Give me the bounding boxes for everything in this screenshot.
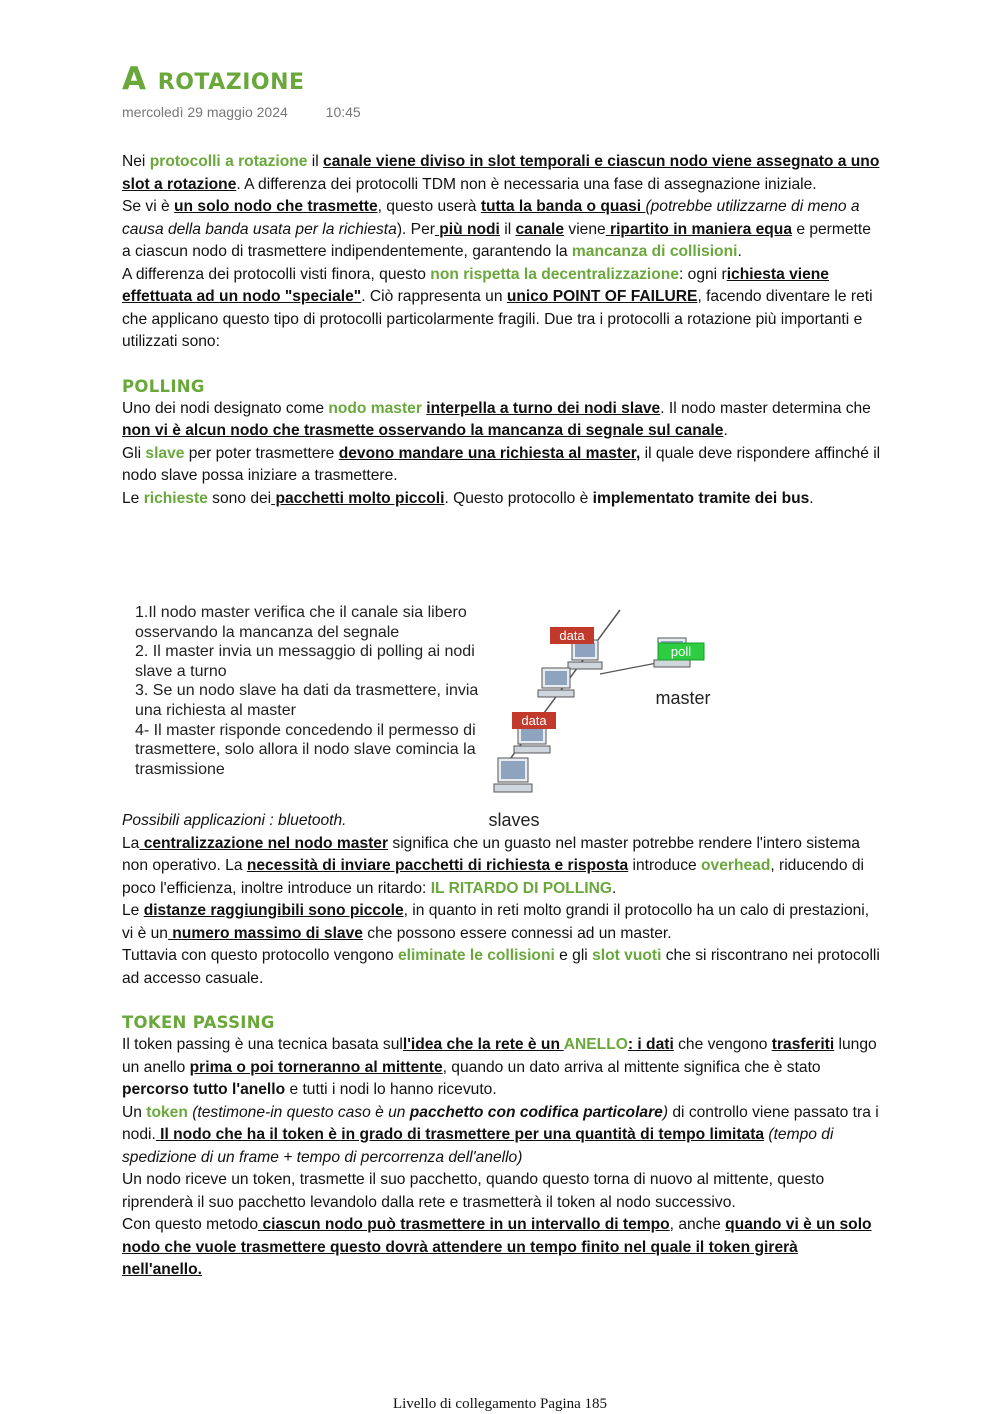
intro-paragraph-3: A differenza dei protocolli visti finora, questo non rispetta la decentralizzazione: ogni richiesta viene effettuata ad un nodo "speciale". Ciò rappresenta un unico POINT OF FAILURE, facendo diventare le reti che applicano questo tipo di protocolli particolarmente fragili. Due tra i protocolli a rotazione più importanti e utilizzati sono: bbox=[122, 265, 873, 350]
polling-heading: POLLING bbox=[122, 376, 205, 396]
poll-label: poll bbox=[670, 644, 692, 659]
page-time: 10:45 bbox=[325, 104, 361, 120]
applications-line: Possibili applicazioni : bluetooth. bbox=[122, 812, 347, 829]
polling-paragraph-1: Uno dei nodi designato come nodo master interpella a turno dei nodi slave. Il nodo master determina che non vi è alcun nodo che trasmette osservando la mancanza di segnale sul canale. bbox=[122, 399, 871, 439]
slave-computer-icon bbox=[538, 668, 574, 697]
data-label: data bbox=[521, 713, 547, 728]
apps-paragraph-2: Le distanze raggiungibili sono piccole, in quanto in reti molto grandi il protocollo ha un calo di prestazioni, vi è un numero massimo di slave che possono essere connessi ad un master. bbox=[122, 902, 870, 942]
figure-step-line: 1.Il nodo master verifica che il canale sia libero bbox=[135, 604, 467, 621]
figure-step-line: trasmissione bbox=[135, 760, 225, 778]
polling-paragraph-2: Gli slave per poter trasmettere devono mandare una richiesta al master, il quale deve rispondere affinché il nodo slave possa iniziare a trasmettere. bbox=[122, 444, 881, 484]
intro-paragraph-2: Se vi è un solo nodo che trasmette, questo userà tutta la banda o quasi (potrebbe utilizzarne di meno a causa della banda usata per la richiesta). Per più nodi il canale viene ripartito in maniera equa e permette a ciascun nodo di trasmettere indipendentemente, garantendo la mancanza di collisioni. bbox=[122, 198, 871, 260]
apps-paragraph-1: La centralizzazione nel nodo master significa che un guasto nel master potrebbe rendere l'intero sistema non operativo. La necessità di inviare pacchetti di richiesta e risposta introduce overhead, riducendo di poco l'efficienza, inoltre introduce un ritardo: IL RITARDO DI POLLING. bbox=[122, 834, 864, 897]
data-label: data bbox=[559, 628, 585, 643]
slaves-label: slaves bbox=[488, 810, 540, 830]
token-paragraph-2: Un token (testimone-in questo caso è un pacchetto con codifica particolare) di controllo viene passato tra i nodi. Il nodo che ha il token è in grado di trasmettere per una quantità di tempo limitata (tempo di spedizione di un frame + tempo di percorrenza dell'anello) bbox=[122, 1103, 879, 1166]
figure-step-line: una richiesta al master bbox=[135, 701, 296, 719]
token-paragraph-1: Il token passing è una tecnica basata sull'idea che la rete è un ANELLO: i dati che vengono trasferiti lungo un anello prima o poi torneranno al mittente, quando un dato arriva al mittente significa che è stato percorso tutto l'anello e tutti i nodi lo hanno ricevuto. bbox=[122, 1036, 877, 1098]
master-label: master bbox=[655, 688, 711, 708]
polling-paragraph-3: Le richieste sono dei pacchetti molto piccoli. Questo protocollo è implementato tramite dei bus. bbox=[122, 489, 814, 507]
token-passing-heading: TOKEN PASSING bbox=[122, 1013, 275, 1032]
token-paragraph-4: Con questo metodo ciascun nodo può trasmettere in un intervallo di tempo, anche quando vi è un solo nodo che vuole trasmettere questo dovrà attendere un tempo finito nel quale il token girerà nell'anello. bbox=[122, 1216, 872, 1278]
page-meta bbox=[122, 104, 882, 124]
polling-diagram bbox=[480, 600, 740, 840]
figure-step-line: slave a turno bbox=[135, 662, 227, 680]
master-link bbox=[600, 662, 662, 674]
polling-figure-steps bbox=[135, 603, 507, 779]
page-title: A rotazione bbox=[122, 61, 305, 97]
figure-step-line: trasmettere, solo allora il nodo slave comincia la bbox=[135, 741, 476, 759]
figure-step-line: osservando la mancanza del segnale bbox=[135, 623, 400, 641]
slave-computer-icon bbox=[568, 640, 602, 669]
figure-step-line: 3. Se un nodo slave ha dati da trasmettere, invia bbox=[135, 682, 479, 700]
page-date: mercoledì 29 maggio 2024 bbox=[122, 104, 288, 120]
apps-paragraph-3: Tuttavia con questo protocollo vengono eliminate le collisioni e gli slot vuoti che si riscontrano nei protocolli ad accesso casuale. bbox=[122, 947, 880, 987]
page-footer: Livello di collegamento Pagina 185 bbox=[392, 1396, 608, 1412]
figure-step-line: 4- Il master risponde concedendo il permesso di bbox=[135, 721, 476, 739]
figure-step-line: 2. Il master invia un messaggio di polling ai nodi bbox=[135, 643, 475, 661]
slave-computer-icon bbox=[494, 758, 532, 792]
intro-paragraph-1: Nei protocolli a rotazione il canale viene diviso in slot temporali e ciascun nodo viene assegnato a uno slot a rotazione. A differenza dei protocolli TDM non è necessaria una fase di assegnazione iniziale. bbox=[122, 153, 880, 193]
token-paragraph-3: Un nodo riceve un token, trasmette il suo pacchetto, quando questo torna di nuovo al mittente, questo riprenderà il suo pacchetto levandolo dalla rete e trasmetterà il token al nodo successivo. bbox=[122, 1171, 825, 1211]
